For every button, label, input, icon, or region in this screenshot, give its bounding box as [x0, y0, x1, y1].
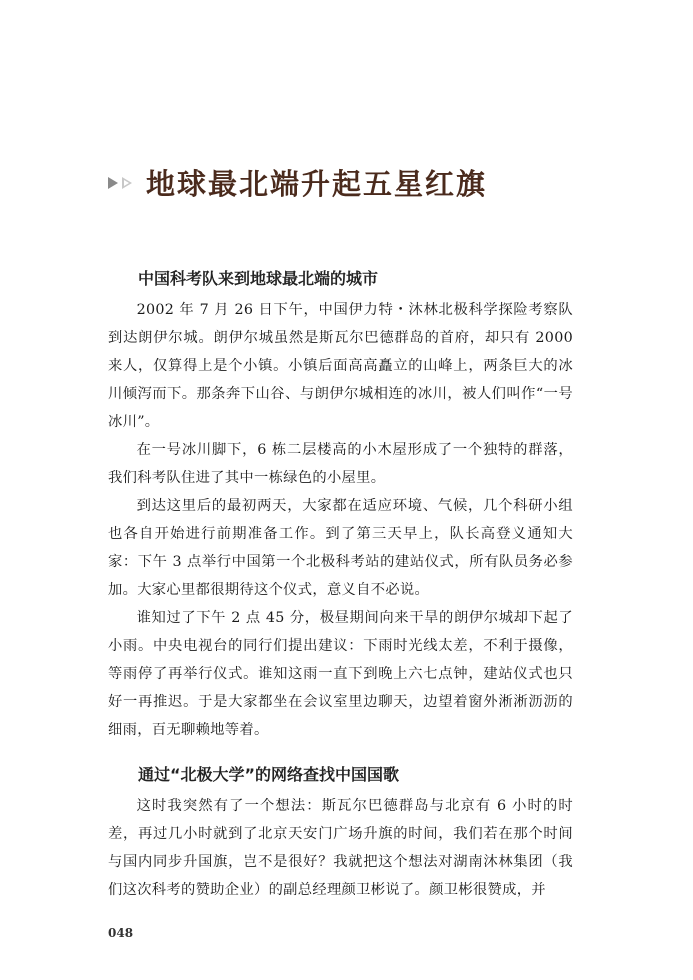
section-heading: 通过“北极大学”的网络查找中国国歌 — [138, 765, 400, 784]
section-body — [108, 792, 573, 904]
paragraph: 在一号冰川脚下，6 栋二层楼高的小木屋形成了一个独特的群落，我们科考队住进了其中一栋绿色的小屋里。 — [108, 442, 573, 486]
paragraph: 2002 年 7 月 26 日下午，中国伊力特・沐林北极科学探险考察队到达朗伊尔城。朗伊尔城虽然是斯瓦尔巴德群岛的首府，却只有 2000 来人，仅算得上是个小镇。小镇后面高高矗立的山峰上，两条巨大的冰川倾泻而下。那条奔下山谷、与朗伊尔城相连的冰川，被人们叫作“一号冰川”。 — [108, 302, 573, 430]
section-body — [108, 296, 573, 744]
paragraph: 到达这里后的最初两天，大家都在适应环境、气候，几个科研小组也各自开始进行前期准备工作。到了第三天早上，队长高登义通知大家：下午 3 点举行中国第一个北极科考站的建站仪式，所有队员务必参加。大家心里都很期待这个仪式，意义自不必说。 — [108, 498, 573, 598]
chapter-header — [108, 162, 487, 203]
chapter-arrows-icon — [108, 177, 132, 189]
paragraph: 谁知过了下午 2 点 45 分，极昼期间向来干旱的朗伊尔城却下起了小雨。中央电视台的同行们提出建议：下雨时光线太差，不利于摄像，等雨停了再举行仪式。谁知这雨一直下到晚上六七点钟，建站仪式也只好一再推迟。于是大家都坐在会议室里边聊天，边望着窗外淅淅沥沥的细雨，百无聊赖地等着。 — [108, 610, 573, 738]
paragraph: 这时我突然有了一个想法：斯瓦尔巴德群岛与北京有 6 小时的时差，再过几小时就到了北京天安门广场升旗的时间，我们若在那个时间与国内同步升国旗，岂不是很好？我就把这个想法对湖南沐林集团（我们这次科考的赞助企业）的副总经理颜卫彬说了。颜卫彬很赞成，并 — [108, 798, 573, 898]
section-heading: 中国科考队来到地球最北端的城市 — [138, 269, 379, 288]
outline-triangle-icon — [122, 177, 132, 189]
chapter-title: 地球最北端升起五星红旗 — [146, 167, 488, 201]
solid-triangle-icon — [108, 177, 118, 189]
page-number: 048 — [108, 926, 134, 940]
